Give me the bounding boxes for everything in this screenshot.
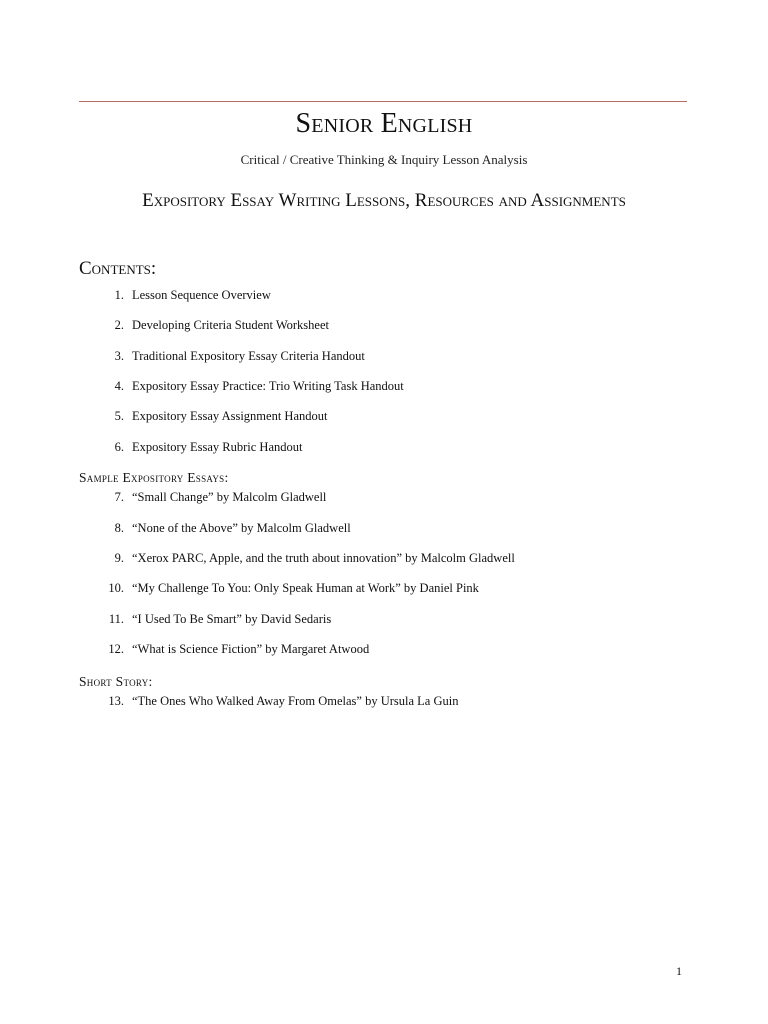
- list-text: Expository Essay Rubric Handout: [132, 440, 303, 454]
- list-number: 7.: [114, 490, 124, 504]
- contents-heading: Contents:: [79, 258, 157, 279]
- sample-item-12: [79, 642, 679, 657]
- contents-item-1: [79, 288, 679, 303]
- list-number: 9.: [114, 551, 124, 565]
- sample-essays-heading: Sample Expository Essays:: [79, 470, 229, 485]
- list-number: 3.: [114, 349, 124, 363]
- list-text: Developing Criteria Student Worksheet: [132, 318, 329, 332]
- short-story-item-13: [79, 694, 679, 709]
- contents-item-6: [79, 440, 679, 455]
- list-text: “What is Science Fiction” by Margaret Atwood: [132, 642, 370, 656]
- list-text: “None of the Above” by Malcolm Gladwell: [132, 521, 351, 535]
- list-number: 5.: [114, 409, 124, 423]
- short-story-heading: Short Story:: [79, 674, 153, 689]
- list-text: “Small Change” by Malcolm Gladwell: [132, 490, 327, 504]
- list-number: 8.: [114, 521, 124, 535]
- sample-item-9: [79, 551, 679, 566]
- list-text: Lesson Sequence Overview: [132, 288, 271, 302]
- list-text: “I Used To Be Smart” by David Sedaris: [132, 612, 332, 626]
- list-number: 12.: [108, 642, 124, 656]
- list-text: “Xerox PARC, Apple, and the truth about innovation” by Malcolm Gladwell: [132, 551, 515, 565]
- document-title: Senior English: [295, 108, 473, 139]
- document-subtitle: Critical / Creative Thinking & Inquiry Lesson Analysis: [240, 152, 528, 167]
- sample-item-11: [79, 612, 679, 627]
- contents-item-4: [79, 379, 679, 394]
- header-rule: [79, 101, 687, 102]
- list-text: “The Ones Who Walked Away From Omelas” by Ursula La Guin: [132, 694, 459, 708]
- sample-item-10: [79, 581, 679, 596]
- sample-item-8: [79, 521, 679, 536]
- document-heading: Expository Essay Writing Lessons, Resources and Assignments: [142, 190, 626, 211]
- list-number: 1.: [114, 288, 124, 302]
- list-number: 6.: [114, 440, 124, 454]
- page-number: 1: [676, 964, 682, 978]
- contents-item-2: [79, 318, 679, 333]
- list-number: 13.: [108, 694, 124, 708]
- list-text: “My Challenge To You: Only Speak Human at Work” by Daniel Pink: [132, 581, 479, 595]
- list-number: 4.: [114, 379, 124, 393]
- list-text: Expository Essay Practice: Trio Writing Task Handout: [132, 379, 404, 393]
- list-text: Expository Essay Assignment Handout: [132, 409, 328, 423]
- list-text: Traditional Expository Essay Criteria Handout: [132, 349, 365, 363]
- list-number: 11.: [108, 612, 124, 626]
- contents-item-3: [79, 349, 679, 364]
- list-number: 2.: [114, 318, 124, 332]
- contents-item-5: [79, 409, 679, 424]
- list-number: 10.: [108, 581, 124, 595]
- sample-item-7: [79, 490, 679, 505]
